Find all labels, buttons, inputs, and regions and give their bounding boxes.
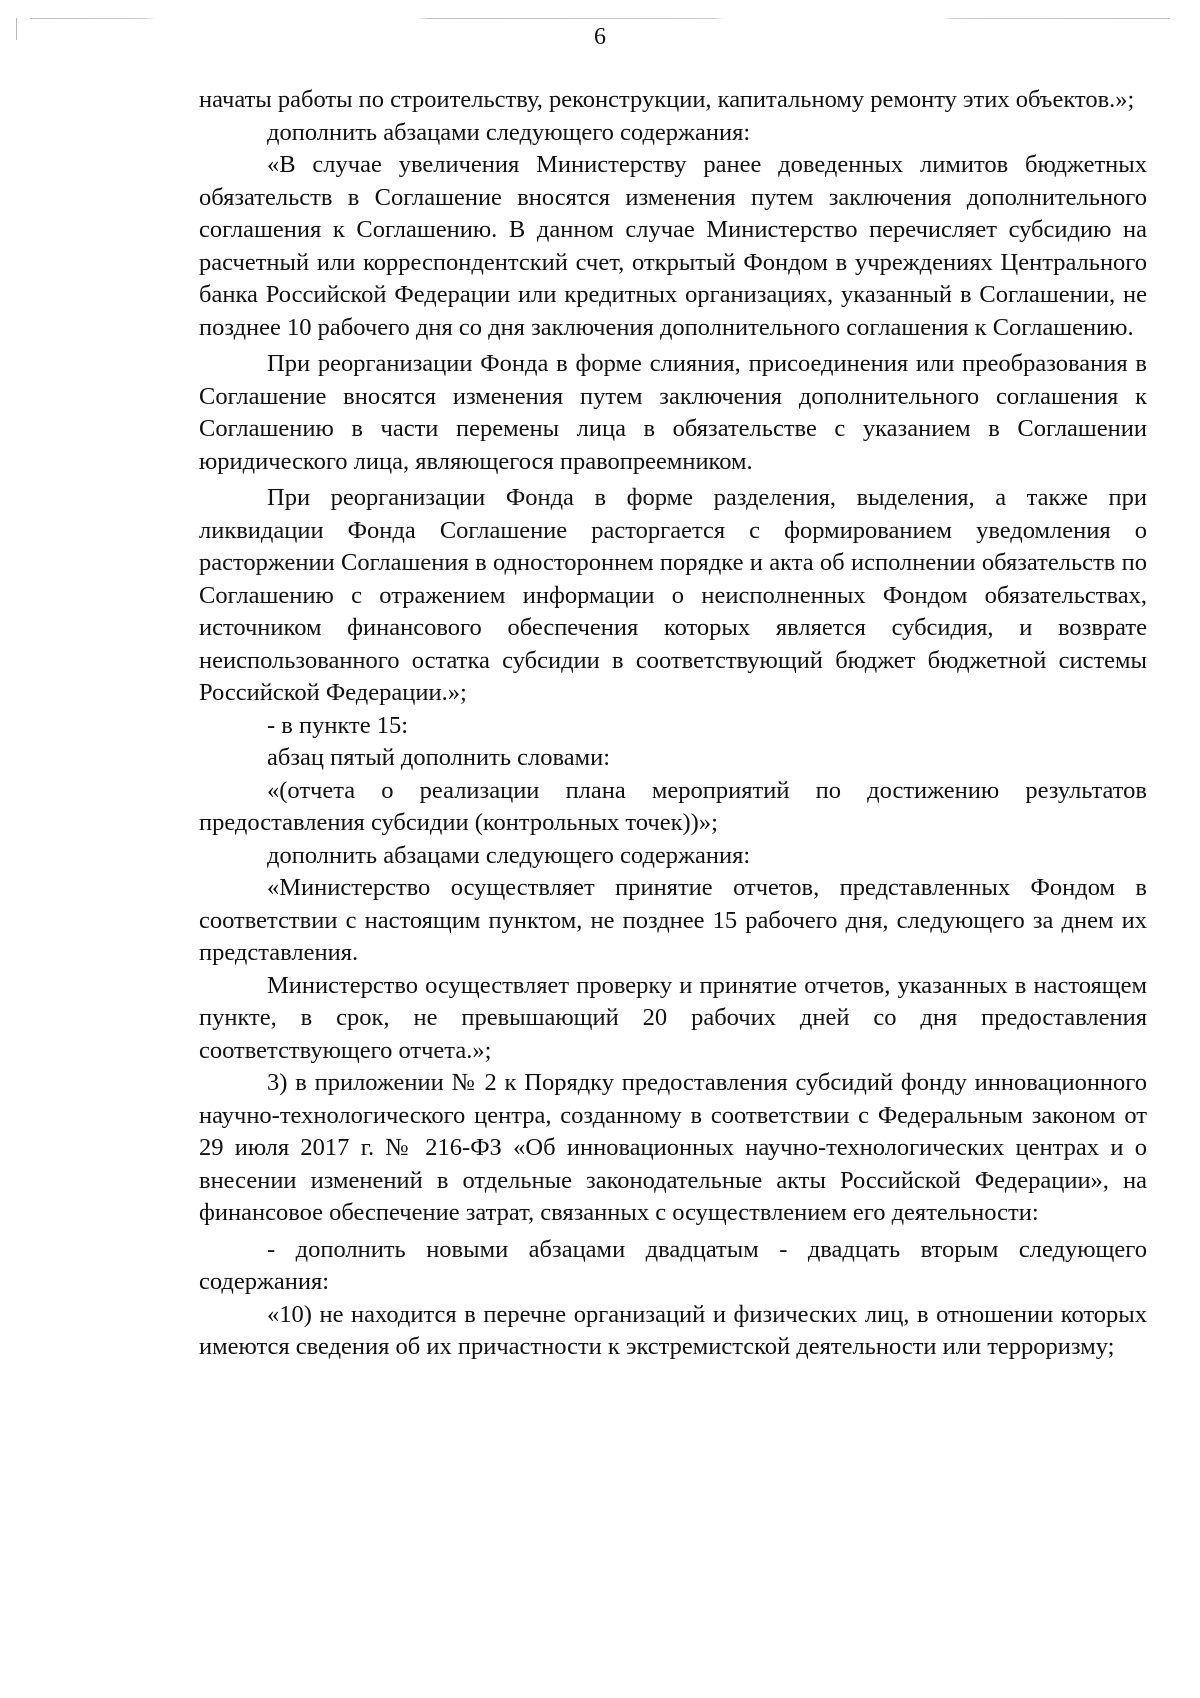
paragraph: дополнить абзацами следующего содержания:: [267, 841, 751, 869]
paragraph: - дополнить новыми абзацами двадцатым - двадцать вторым следующего содержания:: [199, 1235, 1147, 1295]
paragraph: «(отчета о реализации плана мероприятий по достижению результатов предоставления субсидии (контрольных точек))»;: [199, 776, 1147, 836]
paragraph: «10) не находится в перечне организаций и физических лиц, в отношении которых имеются сведения об их причастности к экстремистской деятельности или терроризму;: [199, 1300, 1147, 1360]
paragraph: Министерство осуществляет проверку и принятие отчетов, указанных в настоящем пункте, в срок, не превышающий 20 рабочих дней со дня предоставления соответствующего отчета.»;: [199, 971, 1147, 1064]
paragraph: дополнить абзацами следующего содержания:: [267, 118, 751, 146]
paragraph: абзац пятый дополнить словами:: [267, 744, 611, 771]
paragraph-continuation: начаты работы по строительству, реконструкции, капитальному ремонту этих объектов.»;: [199, 86, 1135, 113]
paragraph: При реорганизации Фонда в форме слияния, присоединения или преобразования в Соглашение вносятся изменения путем заключения дополнительного соглашения к Соглашению в части перемены лица в обязательстве с указанием в Соглашении юридического лица, являющегося правопреемником.: [199, 350, 1147, 475]
paragraph: - в пункте 15:: [267, 711, 409, 739]
paragraph: «Министерство осуществляет принятие отчетов, представленных Фондом в соответствии с настоящим пунктом, не позднее 15 рабочего дня, следующего за днем их представления.: [199, 874, 1147, 966]
document-body: [199, 84, 1147, 1364]
page-number: 6: [594, 24, 606, 50]
paragraph: «В случае увеличения Министерству ранее доведенных лимитов бюджетных обязательств в Соглашение вносятся изменения путем заключения дополнительного соглашения к Соглашению. В данном случае Министерство перечисляет субсидию на расчетный или корреспондентский счет, открытый Фондом в учреждениях Центрального банка Российской Федерации или кредитных организациях, указанный в Соглашении, не позднее 10 рабочего дня со дня заключения дополнительного соглашения к Соглашению.: [199, 151, 1147, 341]
paragraph: 3) в приложении № 2 к Порядку предоставления субсидий фонду инновационного научно-технологического центра, созданному в соответствии с Федеральным законом от 29 июля 2017 г. № 216-ФЗ «Об инновационных научно-технологических центрах и о внесении изменений в отдельные законодательные акты Российской Федерации», на финансовое обеспечение затрат, связанных с осуществлением его деятельности:: [199, 1069, 1147, 1226]
scan-edge-top: [30, 18, 1170, 19]
paragraph: При реорганизации Фонда в форме разделения, выделения, а также при ликвидации Фонда Соглашение расторгается с формированием уведомления о расторжении Соглашения в одностороннем порядке и акта об исполнении обязательств по Соглашению с отражением информации о неисполненных Фондом обязательствах, источником финансового обеспечения которых является субсидия, и возврате неиспользованного остатка субсидии в соответствующий бюджет бюджетной системы Российской Федерации.»;: [199, 484, 1147, 706]
